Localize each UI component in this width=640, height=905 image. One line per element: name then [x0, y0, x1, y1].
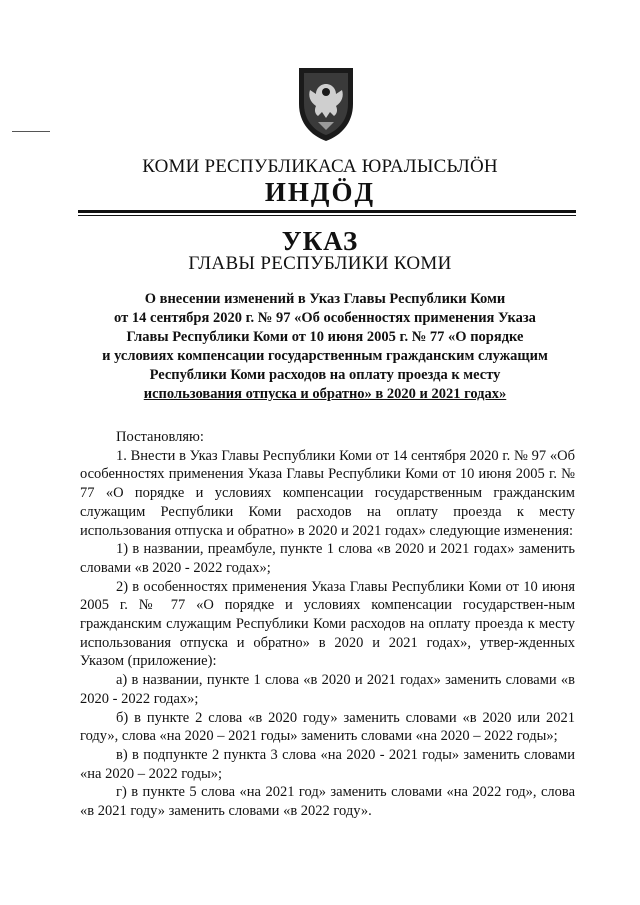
- body-paragraph: 2) в особенностях применения Указа Главы Республики Коми от 10 июня 2005 г. № 77 «О порядке и условиях компенсации государствен-ным гражданским служащим Республики Коми расходов на оплату проезда к месту использования отпуска и обратно» в 2020 и 2021 годах», утвер-жденных Указом (приложение):: [80, 578, 575, 670]
- header-komi-doc-type: ИНДÖД: [264, 177, 376, 207]
- header-komi-line: КОМИ РЕСПУБЛИКАСА ЮРАЛЫСЬЛÖН: [142, 156, 498, 177]
- decree-body: [80, 428, 575, 821]
- header-rule-thin: [78, 215, 576, 216]
- doc-type-title: УКАЗ: [281, 226, 359, 256]
- body-paragraph: а) в названии, пункте 1 слова «в 2020 и 2021 годах» заменить словами «в 2020 - 2022 годах»;: [80, 672, 575, 707]
- subject-line: и условиях компенсации государственным гражданским служащим: [102, 348, 548, 364]
- body-paragraph: б) в пункте 2 слова «в 2020 году» заменить словами «в 2020 или 2021 году», слова «на 2020 – 2021 годы» заменить словами «на 2020 – 2022 годы»;: [80, 709, 575, 745]
- header-rule-thick: [78, 210, 576, 213]
- body-paragraph: г) в пункте 5 слова «на 2021 год» заменить словами «на 2022 год», слова «в 2021 году» заменить словами «в 2022 году».: [80, 784, 575, 820]
- subject-line: Главы Республики Коми от 10 июня 2005 г. № 77 «О порядке: [126, 329, 524, 345]
- decree-subject: [60, 290, 590, 404]
- subject-line: О внесении изменений в Указ Главы Республики Коми: [144, 291, 506, 307]
- body-paragraph: 1. Внести в Указ Главы Республики Коми от 14 сентября 2020 г. № 97 «Об особенностях применения Указа Главы Республики Коми от 10 июня 2005 г. № 77 «О порядке и условиях компенсации государственным гражданским служащим Республики Коми расходов на оплату проезда к месту использования отпуска и обратно» в 2020 и 2021 годах» следующие изменения:: [80, 447, 575, 539]
- scan-margin-mark: [12, 131, 50, 132]
- subject-line: использования отпуска и обратно» в 2020 и 2021 годах»: [143, 386, 507, 402]
- subject-line: Республики Коми расходов на оплату проезда к месту: [149, 367, 501, 383]
- coat-of-arms-icon: [296, 66, 356, 142]
- body-intro: Постановляю:: [116, 429, 204, 445]
- subject-line: от 14 сентября 2020 г. № 97 «Об особенностях применения Указа: [114, 310, 536, 326]
- doc-issuer: ГЛАВЫ РЕСПУБЛИКИ КОМИ: [188, 253, 452, 274]
- body-paragraph: в) в подпункте 2 пункта 3 слова «на 2020 - 2021 годы» заменить словами «на 2020 – 2022 годы»;: [80, 746, 575, 782]
- body-paragraph: 1) в названии, преамбуле, пункте 1 слова «в 2020 и 2021 годах» заменить словами «в 2020 - 2022 годах»;: [80, 541, 575, 576]
